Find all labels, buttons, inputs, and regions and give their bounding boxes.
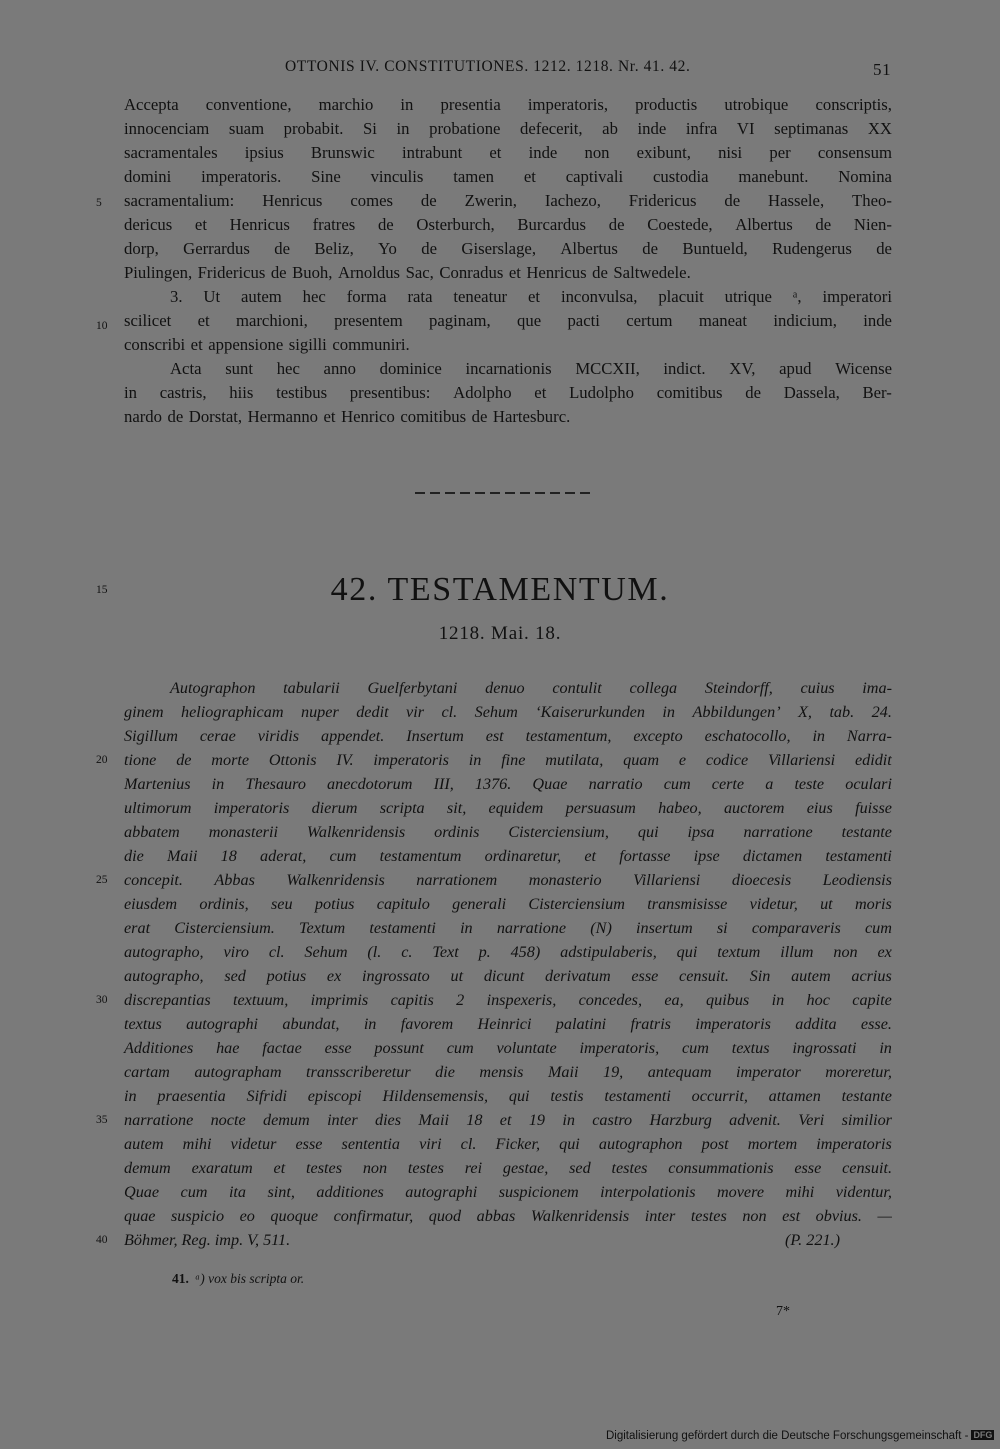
text-line: autographo, viro cl. Sehum (l. c. Text p. 458) adstipulaberis, qui textum illum non ex (124, 943, 892, 961)
text-line: narratione nocte demum inter dies Maii 18 et 19 in castro Harzburg advenit. Veri similior (124, 1111, 892, 1129)
text-line: eiusdem ordinis, seu potius capitulo generali Cisterciensium transmisisse videtur, ut moris (124, 895, 892, 913)
text-line: in praesentia Sifridi episcopi Hildensemensis, qui testis testamenti occurrit, attamen testante (124, 1087, 892, 1105)
text-line: Accepta conventione, marchio in presentia imperatoris, productis utrobique conscriptis, (124, 95, 892, 114)
text-line: ultimorum imperatoris dierum scripta sit, equidem persuasum habeo, auctorem eius fuisse (124, 799, 892, 817)
text-line: Sigillum cerae viridis appendet. Insertum est testamentum, excepto eschatocollo, in Narra- (124, 727, 892, 745)
text-line: Additiones hae factae esse possunt cum voluntate imperatoris, cum textus ingrossati in (124, 1039, 892, 1057)
signature-mark: 7* (776, 1304, 790, 1319)
text-line: in castris, hiis testibus presentibus: Adolpho et Ludolpho comitibus de Dassela, Ber- (124, 383, 892, 402)
text-line: abbatem monasterii Walkenridensis ordinis Cisterciensium, qui ipsa narratione testante (124, 823, 892, 841)
text-line: concepit. Abbas Walkenridensis narrationem monasterio Villariensi dioecesis Leodiensis (124, 871, 892, 889)
text-line: Martenius in Thesauro anecdotorum III, 1376. Quae narratio cum certe a teste oculari (124, 775, 892, 793)
page-number: 51 (873, 60, 892, 79)
digitization-credit (606, 1430, 994, 1442)
line-number-25: 25 (96, 874, 108, 886)
text-line: textus autographi abundat, in favorem Heinrici palatini fratris imperatoris addita esse. (124, 1015, 892, 1033)
dfg-logo: DFG (973, 1430, 993, 1440)
text-line: Autographon tabularii Guelferbytani denuo contulit collega Steindorff, cuius ima- (170, 679, 892, 697)
section-date: 1218. Mai. 18. (438, 623, 562, 644)
text-line: tione de morte Ottonis IV. imperatoris in fine mutilata, quam e codice Villariensi edidit (124, 751, 892, 769)
text-line: demum exaratum et testes non testes rei gestae, sed testes consummationis esse censuit. (124, 1159, 892, 1177)
credit-text: Digitalisierung gefördert durch die Deutsche Forschungsgemeinschaft - (606, 1430, 969, 1442)
edition-reference: (P. 221.) (784, 1231, 840, 1249)
running-title: OTTONIS IV. CONSTITUTIONES. 1212. 1218. Nr. 41. 42. (285, 58, 691, 75)
text-line: autem mihi videtur esse sententia viri cl. Ficker, qui autographon post mortem imperatoris (124, 1135, 892, 1153)
line-number-30: 30 (96, 994, 108, 1006)
footnote (172, 1271, 304, 1287)
footnote-number: 41. (172, 1271, 189, 1286)
line-number-35: 35 (96, 1114, 108, 1126)
section-divider (415, 492, 590, 494)
text-line-final (124, 1228, 892, 1252)
line-number-40: 40 (96, 1234, 108, 1246)
line-number-10: 10 (96, 320, 108, 332)
text-line: sacramentalium: Henricus comes de Zwerin, Iachezo, Fridericus de Hassele, Theo- (124, 191, 892, 210)
text-line: autographo, sed potius ex ingrossato ut dicunt derivatum esse censuit. Sin autem acrius (124, 967, 892, 985)
text-line: nardo de Dorstat, Hermanno et Henrico comitibus de Hartesburc. (124, 407, 571, 426)
text-line: Piulingen, Fridericus de Buoh, Arnoldus Sac, Conradus et Henricus de Saltwedele. (124, 263, 691, 282)
text-line: cartam autographam transscriberetur die mensis Maii 19, antequam imperator moreretur, (124, 1063, 892, 1081)
text-line: erat Cisterciensium. Textum testamenti in narratione (N) insertum si comparaveris cum (124, 919, 892, 937)
text-line: die Maii 18 aderat, cum testamentum ordinaretur, et fortasse ipse dictamen testamenti (124, 847, 892, 865)
line-number-20: 20 (96, 754, 108, 766)
text-line: 3. Ut autem hec forma rata teneatur et inconvulsa, placuit utrique ᵃ, imperatori (170, 287, 892, 306)
text-line: dericus et Henricus fratres de Osterburch, Burcardus de Coestede, Albertus de Nien- (124, 215, 892, 234)
text-line: dorp, Gerrardus de Beliz, Yo de Giserslage, Albertus de Buntueld, Rudengerus de (124, 239, 892, 258)
text-line: ginem heliographicam nuper dedit vir cl. Sehum ‘Kaiserurkunden in Abbildungen’ X, tab. 24. (124, 703, 892, 721)
text-line: Quae cum ita sint, additiones autographi suspicionem interpolationis movere mihi videntur, (124, 1183, 892, 1201)
footnote-text: ᵃ) vox bis scripta or. (194, 1271, 305, 1286)
section-heading: 42. TESTAMENTUM. (330, 571, 670, 608)
text-line: Acta sunt hec anno dominice incarnationis MCCXII, indict. XV, apud Wicense (170, 359, 892, 378)
text-line: domini imperatoris. Sine vinculis tamen et captivali custodia manebunt. Nomina (124, 167, 892, 186)
line-number-15: 15 (96, 584, 108, 596)
text-line: innocenciam suam probabit. Si in probatione defecerit, ab inde infra VI septimanas XX (124, 119, 892, 138)
line-number-5: 5 (96, 197, 102, 209)
source-reference: Böhmer, Reg. imp. V, 511. (124, 1231, 291, 1249)
text-line: sacramentales ipsius Brunswic intrabunt et inde non exibunt, nisi per consensum (124, 143, 892, 162)
text-line: conscribi et appensione sigilli communiri. (124, 335, 410, 354)
running-header (0, 58, 1000, 82)
text-line: discrepantias textuum, imprimis capitis 2 inspexeris, concedes, ea, quibus in hoc capite (124, 991, 892, 1009)
text-line: scilicet et marchioni, presentem paginam, que pacti certum maneat indicium, inde (124, 311, 892, 330)
text-line: quae suspicio eo quoque confirmatur, quod abbas Walkenridensis inter testes non est obvius. — (124, 1207, 892, 1225)
